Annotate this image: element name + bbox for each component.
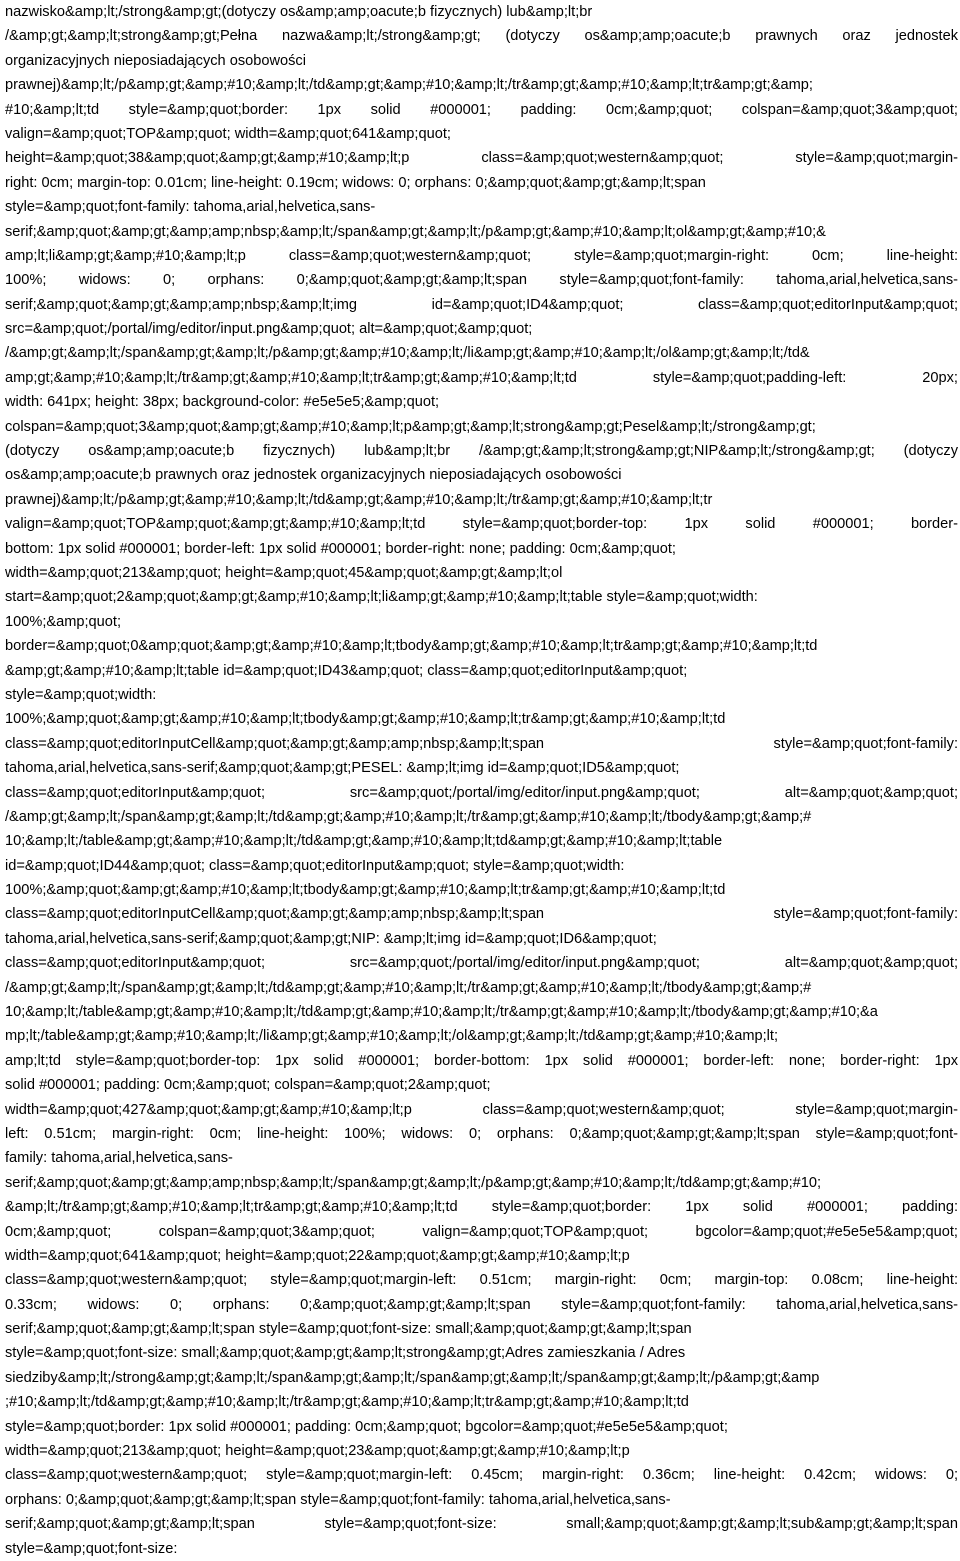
text-line: #10;&amp;lt;td style=&amp;quot;border: 1px solid #000001; padding: 0cm;&amp;quot; colspan=&amp;quot;3&amp;quot;	[5, 101, 958, 118]
text-line: 100%;&amp;quot;&amp;gt;&amp;#10;&amp;lt;tbody&amp;gt;&amp;#10;&amp;lt;tr&amp;gt;&amp;#10;&amp;lt;td	[5, 882, 726, 899]
text-line: class=&amp;quot;western&amp;quot; style=&amp;quot;margin-left: 0.51cm; margin-right: 0cm; margin-top: 0.08cm; line-height:	[5, 1272, 958, 1289]
text-line: colspan=&amp;quot;3&amp;quot;&amp;gt;&amp;#10;&amp;lt;p&amp;gt;&amp;lt;strong&amp;gt;Pesel&amp;lt;/strong&amp;gt;	[5, 418, 816, 435]
text-line: left: 0.51cm; margin-right: 0cm; line-height: 100%; widows: 0; orphans: 0;&amp;quot;&amp;gt;&amp;lt;span style=&amp;quot;font-	[5, 1125, 958, 1142]
text-line: width=&amp;quot;213&amp;quot; height=&amp;quot;45&amp;quot;&amp;gt;&amp;lt;ol	[5, 564, 563, 581]
text-line: width=&amp;quot;427&amp;quot;&amp;gt;&amp;#10;&amp;lt;p class=&amp;quot;western&amp;quot; style=&amp;quot;margin-	[5, 1101, 958, 1118]
text-line: serif;&amp;quot;&amp;gt;&amp;lt;span style=&amp;quot;font-size: small;&amp;quot;&amp;gt;&amp;lt;sub&amp;gt;&amp;lt;span	[5, 1516, 958, 1533]
text-line: tahoma,arial,helvetica,sans-serif;&amp;quot;&amp;gt;PESEL: &amp;lt;img id=&amp;quot;ID5&amp;quot;	[5, 760, 680, 777]
text-line: tahoma,arial,helvetica,sans-serif;&amp;quot;&amp;gt;NIP: &amp;lt;img id=&amp;quot;ID6&amp;quot;	[5, 930, 657, 947]
text-line: 10;&amp;lt;/table&amp;gt;&amp;#10;&amp;lt;/td&amp;gt;&amp;#10;&amp;lt;td&amp;gt;&amp;#10;&amp;lt;table	[5, 833, 723, 850]
text-line: style=&amp;quot;font-size:	[5, 1540, 178, 1557]
raw-html-text-block	[5, 0, 958, 1561]
text-line: valign=&amp;quot;TOP&amp;quot;&amp;gt;&amp;#10;&amp;lt;td style=&amp;quot;border-top: 1px solid #000001; border-	[5, 516, 958, 533]
text-line: class=&amp;quot;western&amp;quot; style=&amp;quot;margin-left: 0.45cm; margin-right: 0.36cm; line-height: 0.42cm; widows: 0;	[5, 1467, 958, 1484]
text-line: amp;lt;td style=&amp;quot;border-top: 1px solid #000001; border-bottom: 1px solid #000001; border-left: none; border-right: 1px	[5, 1052, 958, 1069]
text-line: &amp;lt;/tr&amp;gt;&amp;#10;&amp;lt;tr&amp;gt;&amp;#10;&amp;lt;td style=&amp;quot;border: 1px solid #000001; padding:	[5, 1199, 958, 1216]
text-line: family: tahoma,arial,helvetica,sans-	[5, 1150, 233, 1167]
text-line: 100%; widows: 0; orphans: 0;&amp;quot;&amp;gt;&amp;lt;span style=&amp;quot;font-family: tahoma,arial,helvetica,sans-	[5, 272, 958, 289]
text-line: style=&amp;quot;font-size: small;&amp;quot;&amp;gt;&amp;lt;strong&amp;gt;Adres zamieszkania / Adres	[5, 1345, 686, 1362]
text-line: organizacyjnych nieposiadających osobowości	[5, 52, 306, 69]
text-line: &amp;gt;&amp;#10;&amp;lt;table id=&amp;quot;ID43&amp;quot; class=&amp;quot;editorInput&amp;quot;	[5, 662, 688, 679]
text-line: start=&amp;quot;2&amp;quot;&amp;gt;&amp;#10;&amp;lt;li&amp;gt;&amp;#10;&amp;lt;table style=&amp;quot;width:	[5, 589, 758, 606]
text-line: (dotyczy os&amp;amp;oacute;b fizycznych) lub&amp;lt;br /&amp;gt;&amp;lt;strong&amp;gt;NIP&amp;lt;/strong&amp;gt; (dotyczy	[5, 443, 958, 460]
text-line: right: 0cm; margin-top: 0.01cm; line-height: 0.19cm; widows: 0; orphans: 0;&amp;quot;&amp;gt;&amp;lt;span	[5, 174, 706, 191]
text-line: amp;lt;li&amp;gt;&amp;#10;&amp;lt;p class=&amp;quot;western&amp;quot; style=&amp;quot;margin-right: 0cm; line-height:	[5, 247, 958, 264]
text-line: 0cm;&amp;quot; colspan=&amp;quot;3&amp;quot; valign=&amp;quot;TOP&amp;quot; bgcolor=&amp;quot;#e5e5e5&amp;quot;	[5, 1223, 958, 1240]
text-line: bottom: 1px solid #000001; border-left: 1px solid #000001; border-right: none; padding: 0cm;&amp;quot;	[5, 540, 676, 557]
text-line: ;#10;&amp;lt;/td&amp;gt;&amp;#10;&amp;lt;/tr&amp;gt;&amp;#10;&amp;lt;tr&amp;gt;&amp;#10;&amp;lt;td	[5, 1394, 689, 1411]
text-line: valign=&amp;quot;TOP&amp;quot; width=&amp;quot;641&amp;quot;	[5, 125, 451, 142]
text-line: 0.33cm; widows: 0; orphans: 0;&amp;quot;&amp;gt;&amp;lt;span style=&amp;quot;font-family: tahoma,arial,helvetica,sans-	[5, 1296, 958, 1313]
text-line: mp;lt;/table&amp;gt;&amp;#10;&amp;lt;/li&amp;gt;&amp;#10;&amp;lt;/ol&amp;gt;&amp;lt;/td&amp;gt;&amp;#10;&amp;lt;	[5, 1028, 779, 1045]
text-line: id=&amp;quot;ID44&amp;quot; class=&amp;quot;editorInput&amp;quot; style=&amp;quot;width:	[5, 857, 625, 874]
text-line: 10;&amp;lt;/table&amp;gt;&amp;#10;&amp;lt;/td&amp;gt;&amp;#10;&amp;lt;/tr&amp;gt;&amp;#10;&amp;lt;/tbody&amp;gt;&amp;#10;&a	[5, 1004, 878, 1021]
text-line: orphans: 0;&amp;quot;&amp;gt;&amp;lt;span style=&amp;quot;font-family: tahoma,arial,helvetica,sans-	[5, 1491, 671, 1508]
text-line: 100%;&amp;quot;&amp;gt;&amp;#10;&amp;lt;tbody&amp;gt;&amp;#10;&amp;lt;tr&amp;gt;&amp;#10;&amp;lt;td	[5, 711, 726, 728]
text-line: style=&amp;quot;border: 1px solid #000001; padding: 0cm;&amp;quot; bgcolor=&amp;quot;#e5e5e5&amp;quot;	[5, 1418, 728, 1435]
text-line: solid #000001; padding: 0cm;&amp;quot; colspan=&amp;quot;2&amp;quot;	[5, 1077, 491, 1094]
text-line: width=&amp;quot;641&amp;quot; height=&amp;quot;22&amp;quot;&amp;gt;&amp;#10;&amp;lt;p	[5, 1247, 630, 1264]
text-line: width=&amp;quot;213&amp;quot; height=&amp;quot;23&amp;quot;&amp;gt;&amp;#10;&amp;lt;p	[5, 1443, 630, 1460]
text-line: nazwisko&amp;lt;/strong&amp;gt;(dotyczy os&amp;amp;oacute;b fizycznych) lub&amp;lt;br	[5, 4, 593, 20]
text-line: src=&amp;quot;/portal/img/editor/input.png&amp;quot; alt=&amp;quot;&amp;quot;	[5, 321, 533, 338]
text-line: os&amp;amp;oacute;b prawnych oraz jednostek organizacyjnych nieposiadających osobowości	[5, 467, 622, 484]
text-line: style=&amp;quot;font-family: tahoma,arial,helvetica,sans-	[5, 199, 376, 216]
text-line: serif;&amp;quot;&amp;gt;&amp;amp;nbsp;&amp;lt;img id=&amp;quot;ID4&amp;quot; class=&amp;quot;editorInput&amp;quot;	[5, 296, 958, 313]
text-line: /&amp;gt;&amp;lt;/span&amp;gt;&amp;lt;/td&amp;gt;&amp;#10;&amp;lt;/tr&amp;gt;&amp;#10;&amp;lt;/tbody&amp;gt;&amp;#	[5, 808, 812, 825]
text-line: class=&amp;quot;editorInput&amp;quot; src=&amp;quot;/portal/img/editor/input.png&amp;quot; alt=&amp;quot;&amp;quot;	[5, 784, 958, 801]
text-line: height=&amp;quot;38&amp;quot;&amp;gt;&amp;#10;&amp;lt;p class=&amp;quot;western&amp;quot; style=&amp;quot;margin-	[5, 150, 958, 167]
text-line: serif;&amp;quot;&amp;gt;&amp;lt;span style=&amp;quot;font-size: small;&amp;quot;&amp;gt;&amp;lt;span	[5, 1321, 692, 1338]
text-line: serif;&amp;quot;&amp;gt;&amp;amp;nbsp;&amp;lt;/span&amp;gt;&amp;lt;/p&amp;gt;&amp;#10;&amp;lt;ol&amp;gt;&amp;#10;&	[5, 223, 826, 240]
text-line: prawnej)&amp;lt;/p&amp;gt;&amp;#10;&amp;lt;/td&amp;gt;&amp;#10;&amp;lt;/tr&amp;gt;&amp;#10;&amp;lt;tr	[5, 491, 713, 508]
text-line: class=&amp;quot;editorInputCell&amp;quot;&amp;gt;&amp;amp;nbsp;&amp;lt;span style=&amp;quot;font-family:	[5, 735, 958, 752]
text-line: width: 641px; height: 38px; background-color: #e5e5e5;&amp;quot;	[5, 394, 440, 411]
text-line: /&amp;gt;&amp;lt;/span&amp;gt;&amp;lt;/p&amp;gt;&amp;#10;&amp;lt;/li&amp;gt;&amp;#10;&amp;lt;/ol&amp;gt;&amp;lt;/td&	[5, 345, 810, 362]
text-line: prawnej)&amp;lt;/p&amp;gt;&amp;#10;&amp;lt;/td&amp;gt;&amp;#10;&amp;lt;/tr&amp;gt;&amp;#10;&amp;lt;tr&amp;gt;&amp;	[5, 77, 813, 94]
text-line: style=&amp;quot;width:	[5, 686, 157, 703]
text-line: class=&amp;quot;editorInput&amp;quot; src=&amp;quot;/portal/img/editor/input.png&amp;quot; alt=&amp;quot;&amp;quot;	[5, 955, 958, 972]
text-line: /&amp;gt;&amp;lt;/span&amp;gt;&amp;lt;/td&amp;gt;&amp;#10;&amp;lt;/tr&amp;gt;&amp;#10;&amp;lt;/tbody&amp;gt;&amp;#	[5, 979, 812, 996]
text-line: /&amp;gt;&amp;lt;strong&amp;gt;Pełna nazwa&amp;lt;/strong&amp;gt; (dotyczy os&amp;amp;oacute;b prawnych oraz jednostek	[5, 28, 958, 45]
text-line: class=&amp;quot;editorInputCell&amp;quot;&amp;gt;&amp;amp;nbsp;&amp;lt;span style=&amp;quot;font-family:	[5, 906, 958, 923]
text-line: serif;&amp;quot;&amp;gt;&amp;amp;nbsp;&amp;lt;/span&amp;gt;&amp;lt;/p&amp;gt;&amp;#10;&amp;lt;/td&amp;gt;&amp;#10;	[5, 1174, 822, 1191]
text-line: border=&amp;quot;0&amp;quot;&amp;gt;&amp;#10;&amp;lt;tbody&amp;gt;&amp;#10;&amp;lt;tr&amp;gt;&amp;#10;&amp;lt;td	[5, 638, 818, 655]
text-line: amp;gt;&amp;#10;&amp;lt;/tr&amp;gt;&amp;#10;&amp;lt;tr&amp;gt;&amp;#10;&amp;lt;td style=&amp;quot;padding-left: 20px;	[5, 369, 958, 386]
text-line: siedziby&amp;lt;/strong&amp;gt;&amp;lt;/span&amp;gt;&amp;lt;/span&amp;gt;&amp;lt;/span&amp;gt;&amp;lt;/p&amp;gt;&amp	[5, 1369, 820, 1386]
text-line: 100%;&amp;quot;	[5, 613, 122, 630]
